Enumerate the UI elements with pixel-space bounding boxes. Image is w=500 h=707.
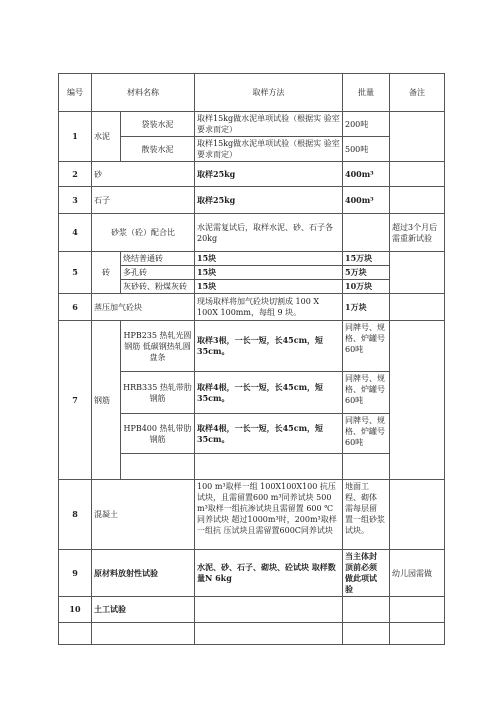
- batch-size: 15万块: [343, 252, 390, 266]
- batch-size: 200吨: [343, 112, 390, 137]
- remark-cell: [390, 112, 445, 162]
- row-no: 4: [59, 214, 92, 252]
- table-row: [59, 294, 445, 321]
- remark-cell: [390, 252, 445, 294]
- table-row: [59, 623, 445, 645]
- batch-size: 500吨: [343, 137, 390, 162]
- material-subtype: HPB400 热轧带肋钢筋: [121, 414, 195, 454]
- remark-cell: [390, 480, 445, 550]
- material-subtype: 散装水泥: [121, 137, 195, 162]
- table-row: [59, 321, 445, 372]
- row-no: 6: [59, 294, 92, 321]
- remark-cell: 超过3个月后需重新试验: [390, 214, 445, 252]
- sampling-method: 100 m³取样一组 100X100X100 抗压 试块，且需留置600 m³同养试块 500 m³取样一组抗渗试块且需留置 600 ℃同养试块 超过1000m³时，200m³取样一组抗 压试块且需留置600C同养试块: [195, 480, 343, 550]
- batch-size: 同牌号、规格、炉罐号60吨: [343, 372, 390, 414]
- header-batch: 批量: [343, 74, 390, 112]
- table-row: [59, 480, 445, 550]
- table-header-row: [59, 74, 445, 112]
- material-name: 原材料放射性试验: [92, 550, 195, 597]
- empty-cell: [390, 623, 445, 645]
- material-name: 砖: [92, 252, 121, 294]
- row-no: 2: [59, 162, 92, 187]
- sampling-method: 取样3根，一长一短，长45cm，短 35cm。: [195, 321, 343, 372]
- table-row: [59, 112, 445, 137]
- material-name: 砂浆（砼）配合比: [92, 214, 195, 252]
- sampling-method: 15块: [195, 252, 343, 266]
- remark-cell: [390, 187, 445, 214]
- sampling-method: 15块: [195, 266, 343, 280]
- sampling-method: 取样4根，一长一短，长45cm，短 35cm。: [195, 414, 343, 454]
- material-subtype: HPB235 热轧光圆钢筋 低碳钢热轧圆盘条: [121, 321, 195, 372]
- material-subtype: 袋装水泥: [121, 112, 195, 137]
- material-subtype: [121, 454, 195, 480]
- empty-cell: [92, 623, 195, 645]
- material-name: 混凝土: [92, 480, 195, 550]
- batch-size: 当主体封 顶前必须 做此项试 验: [343, 550, 390, 597]
- batch-size: 5万块: [343, 266, 390, 280]
- remark-cell: [390, 162, 445, 187]
- batch-size: [343, 214, 390, 252]
- material-name: 水泥: [92, 112, 121, 162]
- batch-size: 400m³: [343, 162, 390, 187]
- materials-sampling-table: [58, 73, 445, 645]
- material-subtype: 灰砂砖、粉煤灰砖: [121, 280, 195, 294]
- remark-cell: [390, 597, 445, 623]
- row-no: 10: [59, 597, 92, 623]
- remark-cell: 幼儿园需做: [390, 550, 445, 597]
- remark-cell: [390, 321, 445, 480]
- empty-cell: [195, 623, 343, 645]
- sampling-method: 取样25kg: [195, 187, 343, 214]
- batch-size: [343, 597, 390, 623]
- batch-size: 同牌号、规格、炉罐号60吨: [343, 321, 390, 372]
- sampling-method: 取样4根，一长一短，长45cm，短 35cm。: [195, 372, 343, 414]
- material-name: 石子: [92, 187, 195, 214]
- sampling-method: 水泥、砂、石子、砌块、砼试块 取样数量N 6kg: [195, 550, 343, 597]
- table-row: [59, 162, 445, 187]
- header-material: 材料名称: [92, 74, 195, 112]
- material-subtype: HRB335 热轧带肋钢筋: [121, 372, 195, 414]
- sampling-method: 水泥需复试后，取样水泥、砂、石子各 20kg: [195, 214, 343, 252]
- row-no: 9: [59, 550, 92, 597]
- remark-cell: [390, 294, 445, 321]
- material-name: 蒸压加气砼块: [92, 294, 195, 321]
- row-no: 1: [59, 112, 92, 162]
- material-subtype: 烧结普通砖: [121, 252, 195, 266]
- batch-size: 同牌号、规格、炉罐号60吨: [343, 414, 390, 454]
- row-no: 3: [59, 187, 92, 214]
- sampling-method: 取样15kg做水泥单项试验（根据实 验室要求而定）: [195, 112, 343, 137]
- table-row: [59, 597, 445, 623]
- sampling-method: 取样15kg做水泥单项试验（根据实 验室要求而定）: [195, 137, 343, 162]
- material-name: 钢筋: [92, 321, 121, 480]
- batch-size: 地面工 程、砌体 需每层留 置一组砂浆试块。: [343, 480, 390, 550]
- table-row: [59, 187, 445, 214]
- batch-size: 400m³: [343, 187, 390, 214]
- sampling-method: 15块: [195, 280, 343, 294]
- empty-cell: [343, 623, 390, 645]
- batch-size: 1万块: [343, 294, 390, 321]
- sampling-method: 现场取样将加气砼块切割成 100 X 100X 100mm，每组 9 块。: [195, 294, 343, 321]
- sampling-method: [195, 597, 343, 623]
- row-no: 5: [59, 252, 92, 294]
- batch-size: [343, 454, 390, 480]
- material-subtype: 多孔砖: [121, 266, 195, 280]
- table-row: [59, 214, 445, 252]
- header-method: 取样方法: [195, 74, 343, 112]
- material-name: 砂: [92, 162, 195, 187]
- header-remark: 备注: [390, 74, 445, 112]
- sampling-method: [195, 454, 343, 480]
- empty-cell: [59, 623, 92, 645]
- header-no: 编号: [59, 74, 92, 112]
- row-no: 7: [59, 321, 92, 480]
- table-row: [59, 550, 445, 597]
- table-row: [59, 252, 445, 266]
- row-no: 8: [59, 480, 92, 550]
- material-name: 土工试验: [92, 597, 195, 623]
- sampling-method: 取样25kg: [195, 162, 343, 187]
- batch-size: 10万块: [343, 280, 390, 294]
